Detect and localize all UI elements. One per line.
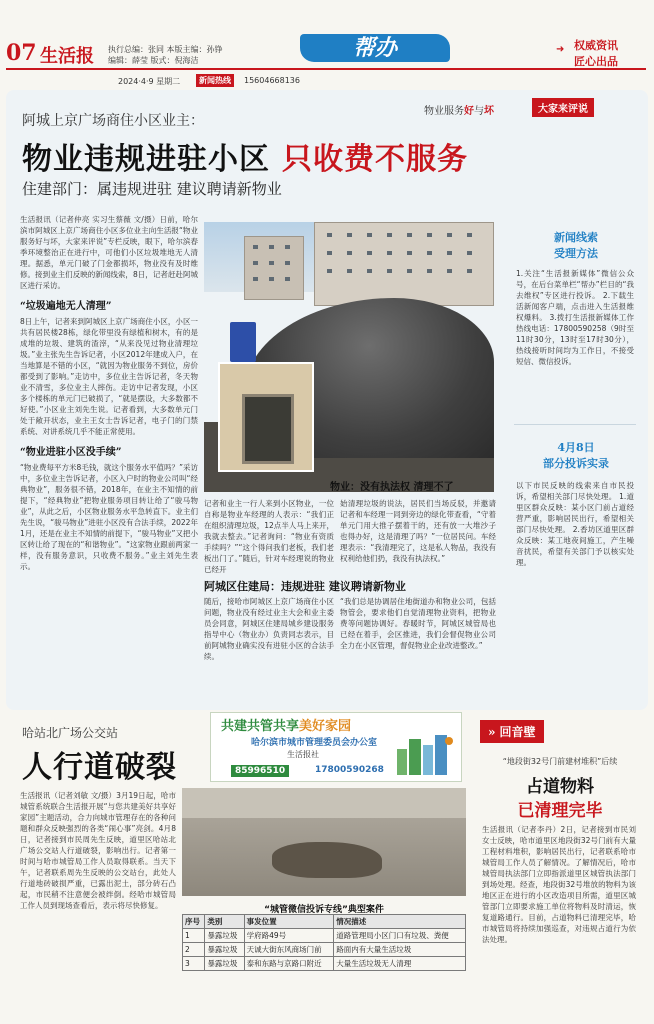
reply-wall-label: 回音壁 <box>499 725 536 739</box>
top-headline <box>22 134 468 178</box>
table-cell: 泰和东路与京路口附近 <box>244 957 334 971</box>
section1-body: 8日上午，记者来到阿城区上京广场商住小区，小区一共有居民楼28栋，绿化带里没有绿植和树木，有的是成堆的垃圾、建筑的渣滓，“从来没见过物业清理垃圾。”业主张先生告诉记者，小区2012年建成入户，在当地算是不错的小区，“就因为物业服务不到位，房价都受到了影响。”走访中，多位业主告诉记者，冬天物业不清雪，多位业主人摔伤。走访中记者发现，小区多个楼栋的单元门已破损了，“就是摆设，大多数都不好使。”小区业主刘先生说。记者看到，大多数单元门处于敞开状态，业主王女士告诉记者，电子门的门禁系统、对讲系统几乎不能正常使用。 <box>20 317 198 436</box>
complaints-title-line-1: 4月8日 <box>557 441 595 454</box>
series-mid: 与 <box>474 106 484 117</box>
sidebar-tips-body: 1.关注“生活报新媒体”微信公众号，在后台菜单栏“帮办”栏目的“我去维权”专区进行投诉。 2.下载生活新闻客户端，点击进入生活报维权爆料。 3.拨打生活报新媒体工作热线电话：17800590258（9时至11时30分，13时至17时30分），热线接听时间均为工作日，不接受短信、微信投诉。 <box>516 269 634 366</box>
table-cell: 大量生活垃圾无人清理 <box>334 957 466 971</box>
banner-slogan <box>221 715 351 734</box>
table-cell: 暴露垃圾 <box>205 929 244 943</box>
headline-red: 只收费不服务 <box>282 142 468 177</box>
page-number: 07 <box>6 40 37 66</box>
sidebar-complaints-body: 以下市民反映的线索来自市民投诉，希望相关部门尽快处理。 1.道里区群众反映：某小区门前占道经营严重，影响居民出行，希望相关部门尽快处理。 2.香坊区道里区群众反映：某工地夜间施工，产生噪音扰民，希望有关部门予以核实处理。 <box>516 481 634 567</box>
series-tag: 大家来评说 <box>532 98 594 117</box>
top-column-c: 始清理垃圾的说法，居民们当场反驳，并邀请记者和车经理一同到旁边的绿化带查看，“守着单元门用大推子摆着干的，还有放一大堆沙子也得办好，这是清理了吗？”一位居民问。车经理表示：“我清理完了，这是私人物品，我没有权利给他们扔，我没有执法权。” <box>340 499 496 563</box>
trash-bin <box>230 322 256 362</box>
banner-org: 哈尔滨市城市管理委员会办公室 <box>251 738 378 748</box>
arrow-icon: ➜ <box>556 44 565 55</box>
header-slogan <box>574 38 618 70</box>
reply-wall-tag <box>480 720 544 743</box>
reply-headline-1: 占道物料 <box>526 777 594 797</box>
table-row <box>183 957 466 971</box>
slogan-line-1: 权威资讯 <box>574 39 618 52</box>
series-good: 好 <box>464 106 474 117</box>
table-header: 情况描述 <box>334 915 466 929</box>
banner-phone-2[interactable]: 17800590268 <box>315 765 384 775</box>
table-header: 事发位置 <box>244 915 334 929</box>
reply-headline-2: 已清理完毕 <box>517 801 603 821</box>
double-chevron-icon: » <box>488 725 496 739</box>
table-cell: 2 <box>183 943 205 957</box>
photo-caption: 物业：没有执法权 清理不了 <box>330 482 454 493</box>
table-cell: 1 <box>183 929 205 943</box>
bottom-kicker: 哈站北广场公交站 <box>22 726 119 740</box>
issue-date: 2024·4·9 星期二 <box>118 77 181 86</box>
top-subhead: 住建部门：属违规进驻 建议聘请新物业 <box>22 180 282 198</box>
section2-body: “物业费每平方米8毛钱，就这个服务水平值吗？”采访中，多位业主告诉记者，小区入户时的物业公司叫“经典物业”，服务很不错，2018年，在业主不知情的前提下，“经典物业”把物业服务项目转让给了“骏马物业”，从此之后，小区物业服务水平急转直下。业主们先生说，“骏马物业”进驻小区没有合法手续，2022年1月，还是在业主不知情的前提下，“骏马物业”又把小区转让给了现在的“和谐物业”。“这家物业跟前两家一样，没有服务意识，只收费不服务。”业主刘先生表示。 <box>20 463 198 571</box>
staff-credits <box>108 44 223 66</box>
table-header: 序号 <box>183 915 205 929</box>
staff-line-2: 编辑：薛莹 版式：倪海洁 <box>108 56 199 65</box>
hotline-number[interactable]: 15604668136 <box>244 76 300 85</box>
sidebar-divider <box>514 424 636 425</box>
table-cell: 3 <box>183 957 205 971</box>
banner-slogan-a: 共建共管共享 <box>221 719 300 734</box>
table-cell: 天诚大街东风商场门前 <box>244 943 334 957</box>
table-row <box>183 929 466 943</box>
top-kicker: 阿城上京广场商住小区业主： <box>22 113 204 129</box>
table-cell: 暴露垃圾 <box>205 957 244 971</box>
table-row <box>183 943 466 957</box>
top-column-a <box>20 214 198 572</box>
banner-publisher: 生活报社 <box>287 750 319 759</box>
table-cell: 道路管理局小区门口有垃圾、粪便 <box>334 929 466 943</box>
section3-title: 阿城区住建局：违规进驻 建议聘请新物业 <box>204 580 406 593</box>
table-cell: 学府路49号 <box>244 929 334 943</box>
broken-door-photo <box>218 362 314 472</box>
series-label <box>424 102 494 117</box>
bottom-headline: 人行道破裂 <box>22 750 177 785</box>
section2-title: “物业进驻小区没手续” <box>20 447 122 458</box>
table-header: 类别 <box>205 915 244 929</box>
sidebar-tips-title <box>522 230 630 262</box>
cases-table-title: “城管微信投诉专线”典型案件 <box>264 905 384 915</box>
table-cell: 路面内有大量生活垃圾 <box>334 943 466 957</box>
complaints-title-line-2: 部分投诉实录 <box>543 457 609 470</box>
top-column-b: 记者和业主一行人来到小区物业，一位自称是物业车经理的人表示：“我们正在组织清理垃圾，12点半人马上来开，我就去整去。”记者询问：“物业有资质手续吗？”“这个得问我们老板，我们老板出门了。”随后，针对车经理说的物业已经开 <box>204 499 334 574</box>
tips-title-line-1: 新闻线索 <box>554 231 598 244</box>
reply-body: 生活报讯（记者李丹）2日，记者接到市民刘女士反映，哈市道里区地段街32号门前有大量工程材料堆积，影响居民出行，记者联系哈市城管局工作人员了解情况。了解情况后，哈市城管局执法部门立即指派道里区城管执法部门到场处理。经查，地段街32号堆放的物料为该地区正在进行的小区改造项目所需，道里区城管部门立即要求施工单位将物料及时清运，恢复道路通行。目前，占道物料已清理完毕，哈市城管局将持续加强巡查，对违规占道行为依法处理。 <box>482 825 636 944</box>
sidebar-complaints-title <box>522 440 630 472</box>
table-cell: 暴露垃圾 <box>205 943 244 957</box>
section1-title: “垃圾遍地无人清理” <box>20 301 112 312</box>
table-header-row <box>183 915 466 929</box>
banner-slogan-b: 美好家园 <box>299 719 352 734</box>
banner-phone-1[interactable]: 85996510 <box>231 765 289 777</box>
cases-table <box>182 914 466 971</box>
staff-line-1: 执行总编：张同 本版主编：孙铮 <box>108 45 223 54</box>
campaign-banner <box>210 712 462 782</box>
reply-kicker: “地段街32号门前建材堆积”后续 <box>502 757 618 766</box>
skyline-icon <box>395 731 455 775</box>
top-column-d: 随后，接哈市阿城区上京广场商住小区问题，物业没有经过业主大会和业主委员会同意，阿城区住建局城乡建设服务指导中心（物业办）负责同志表示，目前阿城物业确实没有进驻小区的合法手续。 <box>204 597 334 661</box>
top-lead: 生活报讯（记者仲亮 实习生蔡薇 文/摄）日前，哈尔滨市阿城区上京广场商住小区多位业主向生活报“物业服务好与坏，大家来评说”专栏反映，眼下，哈尔滨春季环境整治正在进行中，可他们小区垃圾堆地无人清理。据悉，单元门破了门金都损坏，物业没有及时维修。接到业主们反映的新闻线索，8日，记者赶赴阿城区进行采访。 <box>20 215 198 290</box>
top-column-e: “我们总是协调居住地街道办和物业公司，包括物管会，要求他们自觉清理物业资料，把物业费等问题协调好。春暖时节，阿城区城管局也已经在着手，会区推进，我们会督促物业公司全力在小区管理，督促物业企业改进整改。” <box>340 597 496 650</box>
header-divider <box>6 68 646 70</box>
headline-black: 物业违规进驻小区 <box>22 142 270 177</box>
tips-title-line-2: 受理方法 <box>554 247 598 260</box>
series-bad: 坏 <box>484 106 494 117</box>
paper-logo: 生活报 <box>40 46 94 67</box>
hotline-label: 新闻热线 <box>196 74 234 87</box>
sidewalk-photo <box>182 788 466 896</box>
slogan-line-2: 匠心出品 <box>574 55 618 68</box>
series-prefix: 物业服务 <box>424 106 464 117</box>
column-title: 帮办 <box>300 34 450 62</box>
bottom-body: 生活报讯（记者刘敏 文/摄）3月19日起，哈市城管系统联合生活报开展“与您共建美好共享好家园”主题活动，合力向城市管理存在的各种问题和群众反映强烈的各类“闹心事”亮剑。4月8日，记者接到市民周先生反映，道里区哈站北广场公交站人行道破裂，影响出行。记者第一时间与哈市城管局工作人员取得联系。当天下午，记者联系周先生反映的公交站台，此处人行道地砖破损严重，已露出泥土，部分砖石凸起，市民稍不注意便会被绊倒。经哈市城管局工作人员到现场查看后，表示将尽快修复。 <box>20 791 176 910</box>
